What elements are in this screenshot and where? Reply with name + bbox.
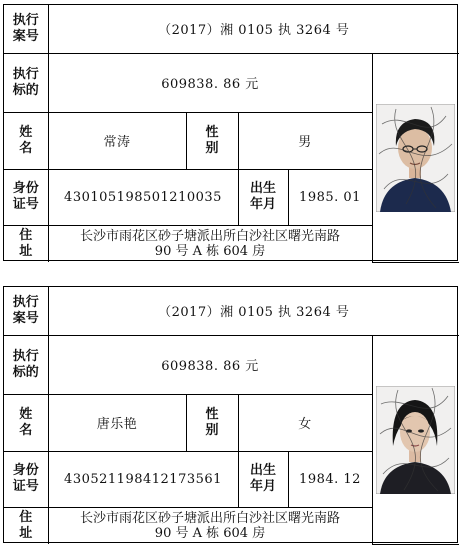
name-value: 常涛 [48, 112, 186, 169]
amount-label: 执行 标的 [4, 335, 48, 394]
birth-label: 出生 年月 [238, 169, 288, 225]
address-label: 住 址 [4, 507, 48, 544]
address-label: 住 址 [4, 225, 48, 262]
portrait-photo-male-icon [376, 104, 455, 212]
sex-label: 性 别 [186, 112, 238, 169]
name-label: 姓 名 [4, 394, 48, 451]
id-number-label: 身份 证号 [4, 169, 48, 225]
amount-label: 执行 标的 [4, 53, 48, 112]
birth-value: 1984. 12 [288, 451, 372, 507]
debtor-card-1 [3, 4, 458, 261]
portrait-photo-female-icon [376, 386, 455, 494]
case-number-value: （2017）湘 0105 执 3264 号 [48, 5, 459, 53]
address-value: 长沙市雨花区砂子塘派出所白沙社区曙光南路 90 号 A 栋 604 房 [48, 507, 372, 544]
name-label: 姓 名 [4, 112, 48, 169]
amount-value: 609838. 86 元 [48, 335, 372, 394]
sex-label: 性 别 [186, 394, 238, 451]
id-number-value: 430521198412173561 [48, 451, 238, 507]
sex-value: 男 [238, 112, 372, 169]
address-value: 长沙市雨花区砂子塘派出所白沙社区曙光南路 90 号 A 栋 604 房 [48, 225, 372, 262]
id-number-value: 430105198501210035 [48, 169, 238, 225]
case-number-label: 执行 案号 [4, 5, 48, 53]
photo-cell [372, 53, 459, 262]
amount-value: 609838. 86 元 [48, 53, 372, 112]
sex-value: 女 [238, 394, 372, 451]
photo-cell [372, 335, 459, 544]
case-number-value: （2017）湘 0105 执 3264 号 [48, 287, 459, 335]
birth-label: 出生 年月 [238, 451, 288, 507]
case-number-label: 执行 案号 [4, 287, 48, 335]
birth-value: 1985. 01 [288, 169, 372, 225]
id-number-label: 身份 证号 [4, 451, 48, 507]
debtor-card-2 [3, 286, 458, 543]
name-value: 唐乐艳 [48, 394, 186, 451]
